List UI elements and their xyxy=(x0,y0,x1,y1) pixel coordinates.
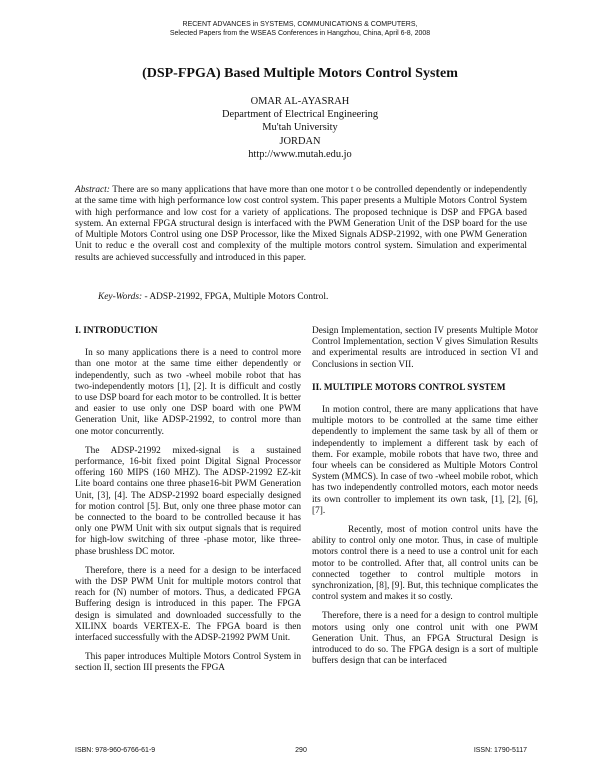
running-header-line1: RECENT ADVANCES in SYSTEMS, COMMUNICATIONS & COMPUTERS, xyxy=(182,21,418,28)
paragraph: In motion control, there are many applications that have multiple motors to be controlled at the same time either dependently to implement the same task by all of them or independently to implement a different task by each of them. For example, mobile robots that have two, three and four wheels can be considered as Multiple Motors Control System (MMCS). In case of two -wheel mobile robot, which has two independently controlled motors, each motor needs its own controller to implement its own task, [1], [2], [6], [7]. xyxy=(312,405,538,516)
author-block xyxy=(0,95,600,161)
footer-page-number: 290 xyxy=(295,747,307,754)
paragraph: Design Implementation, section IV presents Multiple Motor Control Implementation, section V gives Simulation Results and experimental results are introduced in section VI and Conclusions in section VII. xyxy=(312,326,538,370)
paragraph: Therefore, there is a need for a design to control multiple motors using only one control unit with one PWM Generation Unit. Thus, an FPGA Structural Design is introduced to do so. The FPGA design is a sort of multiple buffers design that can be interfaced xyxy=(312,611,538,667)
footer-isbn: ISBN: 978-960-6766-61-9 xyxy=(75,747,156,754)
keywords-label: Key-Words: xyxy=(98,292,143,302)
section-heading-introduction: I. INTRODUCTION xyxy=(75,326,158,336)
paragraph: The ADSP-21992 mixed-signal is a sustained performance, 16-bit fixed point Digital Signal Processor offering 160 MIPS (160 MHZ). The ADSP-21992 EZ-kit Lite board contains one three phase16-bit PWM Generation Unit, [3], [4]. The ADSP-21992 board especially designed for motion control [5]. But, only one three phase motor can be connected to the board to be controlled because it has only one PWM Unit with six output signals that is required for high-low switching of three -phase motor, like three-phase brushless DC motor. xyxy=(75,445,301,557)
paragraph: This paper introduces Multiple Motors Control System in section II, section III presents the FPGA xyxy=(75,652,301,674)
paragraph: Recently, most of motion control units have the ability to control only one motor. Thus, in case of multiple motors control there is a need to use a control unit for each motor to be controlled. After that, all control units can be connected together to control multiple motors in synchronization, [8], [9]. But, this technique complicates the control system and makes it so costly. xyxy=(312,525,538,603)
author-name: OMAR AL-AYASRAH xyxy=(250,96,350,107)
running-header-line2: Selected Papers from the WSEAS Conferences in Hangzhou, China, April 6-8, 2008 xyxy=(169,30,431,37)
footer-issn: ISSN: 1790-5117 xyxy=(473,747,527,754)
abstract-label: Abstract: xyxy=(75,185,110,195)
author-university: Mu'tah University xyxy=(262,122,338,134)
paragraph: In so many applications there is a need to control more than one motor at the same time either dependently or independently, such as two -wheel mobile robot that has two-independently motors [1], [2]. It is difficult and costly to use DSP board for each motor to be controlled. It is better and easier to use only one DSP board with one PWM Generation Unit, like ADSP-21992, to control more than one motor concurrently. xyxy=(75,348,301,437)
keywords xyxy=(98,292,528,303)
author-department: Department of Electrical Engineering xyxy=(221,109,379,121)
keywords-text: - ADSP-21992, FPGA, Multiple Motors Control. xyxy=(142,292,329,302)
section-heading-multiple-motors: II. MULTIPLE MOTORS CONTROL SYSTEM xyxy=(312,382,506,393)
abstract-text: There are so many applications that have more than one motor t o be controlled dependently or independently at the same time with high performance low cost control system. This paper presents a Multiple Motors Control System with high performance and low cost for a variety of applications. The proposed technique is DSP and FPGA based system. An external FPGA structural design is interfaced with the PWM Generation Unit of the DSP board for the use of Multiple Motors Control using one DSP Processor, like the Mixed Signals ADSP-21992, with one PWM Generation Unit to reduc e the overall cost and complexity of the multiple motors control system. Simulation and experimental results are achieved successfully and introduced in this paper. xyxy=(75,185,527,263)
right-column xyxy=(312,326,538,675)
abstract xyxy=(75,185,527,264)
left-column xyxy=(75,326,301,683)
paper-title: (DSP-FPGA) Based Multiple Motors Control System xyxy=(142,66,458,81)
paragraph: Therefore, there is a need for a design to be interfaced with the DSP PWM Unit for multiple motors control that reach for (N) number of motors. Thus, a dedicated FPGA Buffering design is introduced in this paper. The FPGA design is simulated and downloaded successfully to the XILINX boards VERTEX-E. The FPGA board is then interfaced successfully with the ADSP-21992 PWM Unit. xyxy=(75,565,301,644)
author-url[interactable]: http://www.mutah.edu.jo xyxy=(248,148,352,160)
author-country: JORDAN xyxy=(279,135,321,147)
